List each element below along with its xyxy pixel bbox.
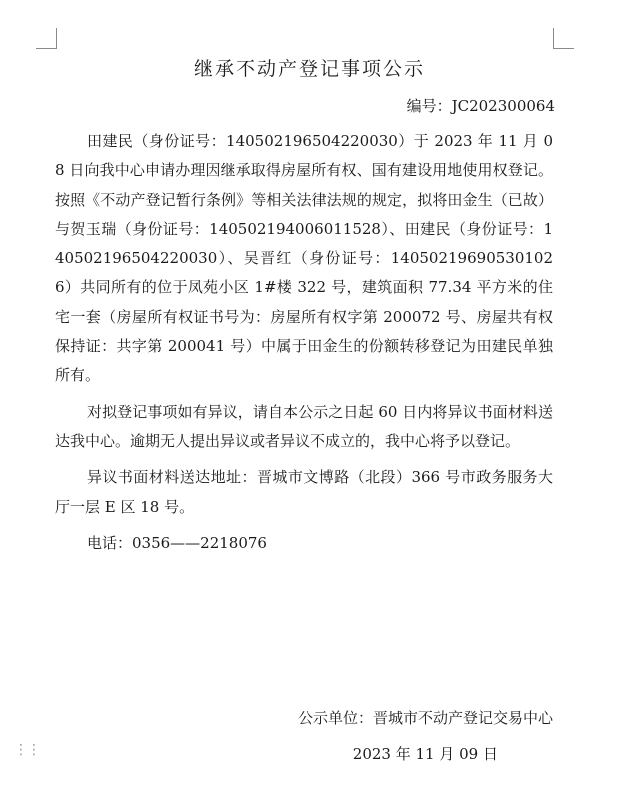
paragraph-main: 田建民（身份证号：140502196504220030）于 2023 年 11 月 08 日向我中心申请办理因继承取得房屋所有权、国有建设用地使用权登记。按照《不动产登记暂行条例》等相关法律法规的规定，拟将田金生（已故）与贺玉瑞（身份证号：140502194006011528）、田建民（身份证号：140502196504220030）、吴晋红（身份证号：140502196905301026）共同所有的位于凤苑小区 1#楼 322 号，建筑面积 77.34 平方米的住宅一套（房屋所有权证书号为：房屋所有权字第 200072 号、房屋共有权保持证：共字第 200041 号）中属于田金生的份额转移登记为田建民单独所有。 [55,132,553,385]
margin-corner-mark-top-left [36,28,57,49]
paragraph-address: 异议书面材料送达地址：晋城市文博路（北段）366 号市政务服务大厅一层 E 区 18 号。 [55,468,553,516]
margin-corner-mark-top-right [553,28,574,49]
document-title: 继承不动产登记事项公示 [193,58,425,80]
phone-line: 电话：0356——2218076 [87,533,267,552]
document-body [55,127,553,558]
publisher-signature: 公示单位：晋城市不动产登记交易中心 [297,709,553,727]
drag-handle-icon[interactable]: ⋮⋮ [14,742,40,758]
document-number: 编号：JC202300064 [406,97,555,115]
publish-date: 2023 年 11 月 09 日 [352,745,498,763]
paragraph-objection: 对拟登记事项如有异议，请自本公示之日起 60 日内将异议书面材料送达我中心。逾期无人提出异议或者异议不成立的，我中心将予以登记。 [55,402,553,450]
